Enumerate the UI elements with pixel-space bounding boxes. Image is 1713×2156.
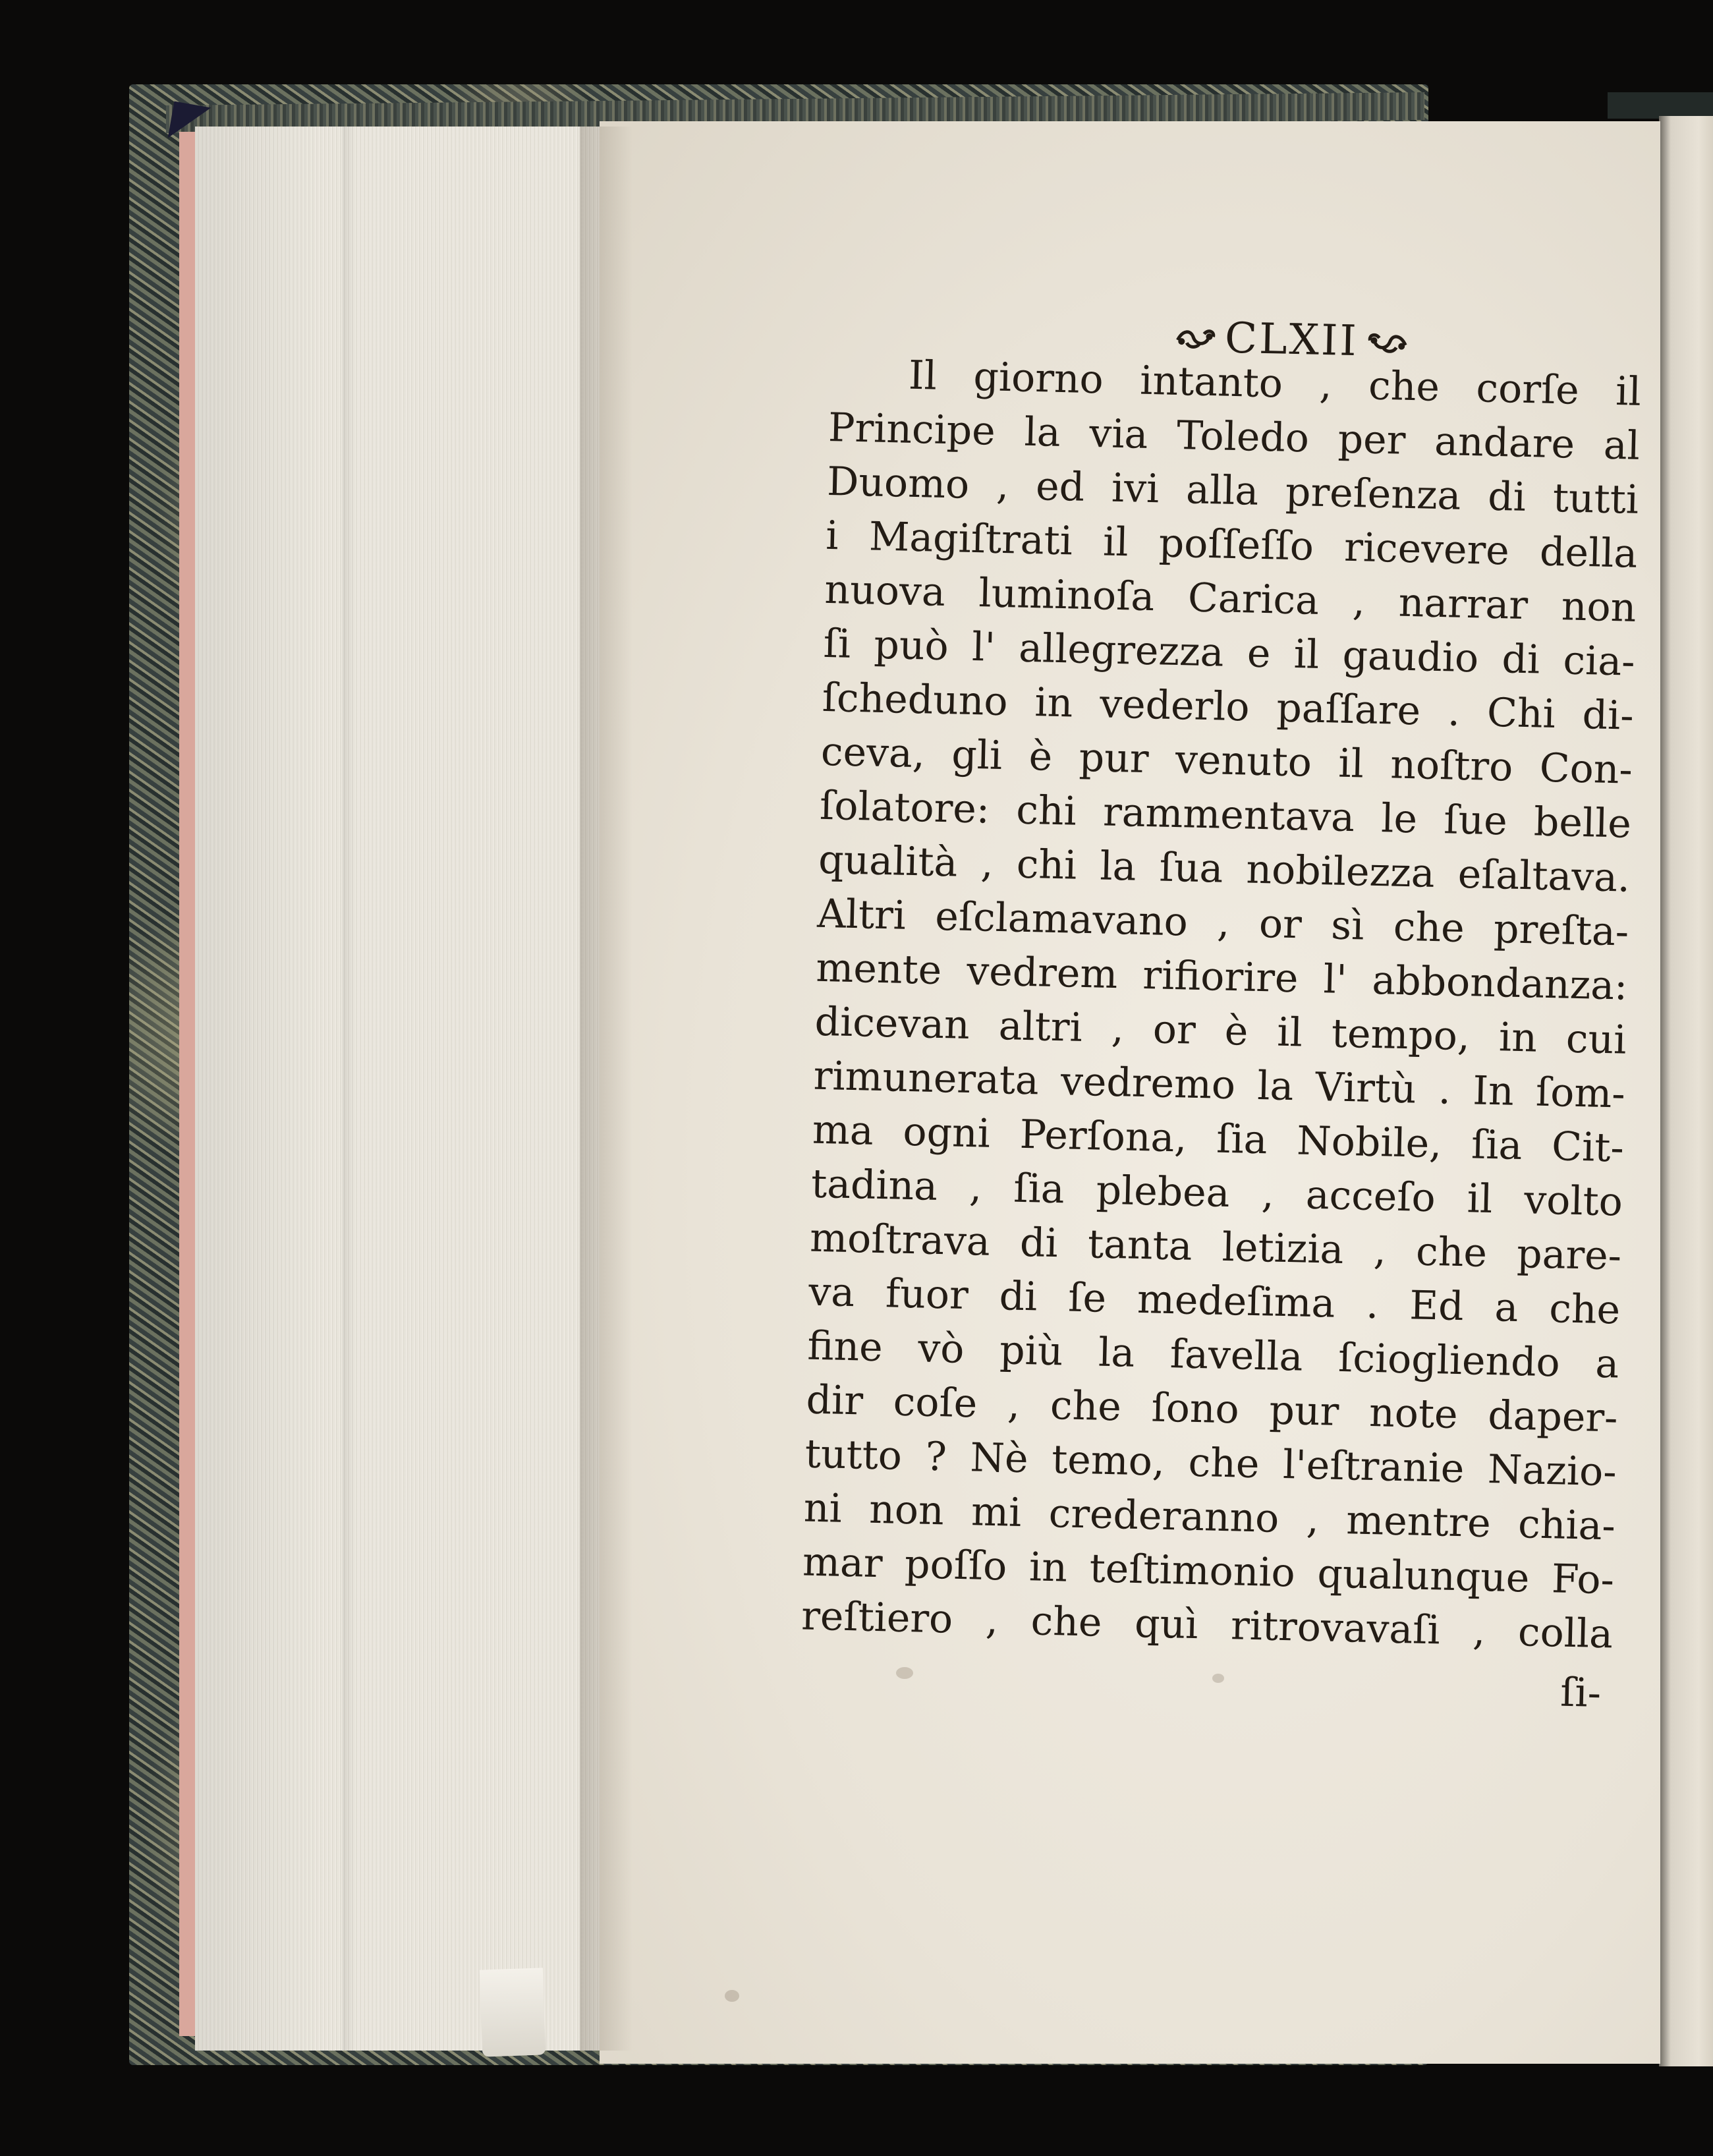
- text-line: tadina , ſia plebea , acceſo il volto: [810, 1160, 1623, 1226]
- text-line: fine vò più la favella ſciogliendo a: [806, 1322, 1620, 1388]
- text-line: ceva, gli è pur venuto il noſtro Con-: [820, 728, 1633, 793]
- text-line: nuova luminoſa Carica , narrar non: [824, 566, 1637, 631]
- text-line: qualità , chi la ſua nobilezza eſaltava.: [818, 836, 1631, 901]
- text-line: i Magiſtrati il poſſeſſo ricevere della: [825, 512, 1638, 577]
- page-number: CLXII: [1224, 314, 1359, 366]
- page-edges-shade: [343, 127, 356, 2051]
- text-line: Principe la via Toledo per andare al: [828, 404, 1641, 469]
- text-line: ſi può l' allegrezza e il gaudio di cia-: [822, 620, 1636, 685]
- text-line: Altri eſclamavano , or sì che preſta-: [816, 890, 1629, 955]
- bookmark-ribbon: [480, 1968, 546, 2057]
- catchword: ſi-: [1559, 1669, 1602, 1717]
- text-line: tutto ? Nè temo, che l'eſtranie Nazio-: [804, 1431, 1617, 1496]
- text-line: rimunerata vedremo la Virtù . In ſom-: [813, 1052, 1626, 1118]
- endpaper-edge: [179, 132, 196, 2036]
- text-line: ma ogni Perſona, ſia Nobile, ſia Cit-: [812, 1106, 1625, 1172]
- text-line: ſolatore: chi rammentava le ſue belle: [819, 782, 1632, 847]
- text-line: moſtrava di tanta letizia , che pare-: [809, 1214, 1622, 1280]
- text-line: ſchedunо in vederlo paſſare . Chi di-: [822, 674, 1635, 739]
- body-text: [800, 347, 1641, 1661]
- text-line: Il giorno intanto , che corſe il: [908, 352, 1642, 415]
- floral-ornament-icon: [1175, 325, 1218, 349]
- next-cover-edge: [1608, 92, 1713, 119]
- page-gutter: [580, 127, 632, 2051]
- text-line: reſtiero , che quì ritrovavaſi , colla: [800, 1593, 1614, 1658]
- page-edges-stack: [195, 127, 610, 2051]
- page-text-block: [799, 289, 1643, 1743]
- text-line: dir coſe , che ſono pur note daper-: [805, 1376, 1619, 1442]
- text-line: dicevan altri , or è il tempo, in cui: [814, 998, 1627, 1064]
- next-page-edge: [1659, 116, 1713, 2066]
- text-line: mente vedrem rifiorire l' abbondanza:: [815, 944, 1629, 1009]
- text-line: va fuor di ſe medeſima . Ed a che: [808, 1268, 1621, 1334]
- text-line: mar poſſo in teſtimonio qualunque Fo-: [802, 1539, 1615, 1604]
- floral-ornament-icon: [1366, 329, 1409, 354]
- text-line: ni non mi crederanno , mentre chia-: [803, 1485, 1616, 1550]
- paper-stain: [725, 1990, 739, 2002]
- text-line: Duomo , ed ivi alla preſenza di tutti: [826, 458, 1639, 523]
